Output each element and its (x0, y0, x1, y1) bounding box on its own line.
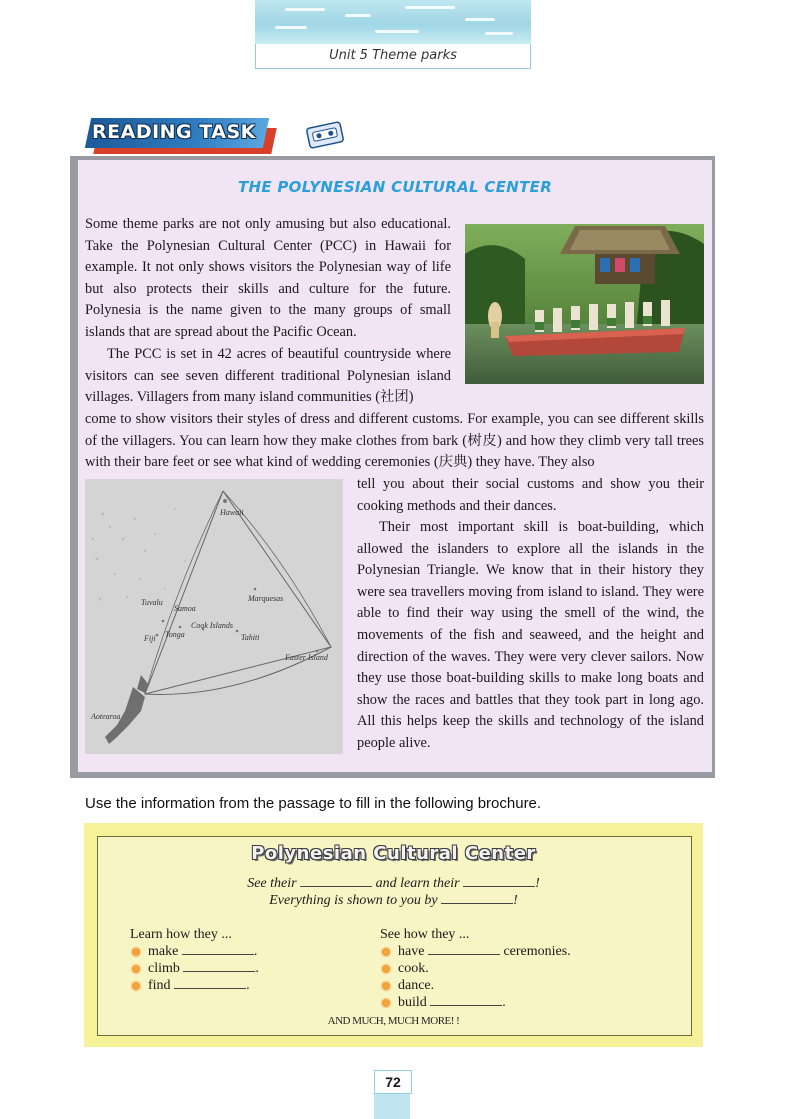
map-label-hawaii: Hawaii (220, 508, 244, 517)
brochure-line-1-a: See their (247, 876, 297, 891)
list-item: find . (130, 977, 350, 994)
map-label-easter-island: Easter Island (285, 653, 328, 662)
brochure-title: Polynesian Cultural Center (251, 843, 536, 864)
map-label-samoa: Samoa (174, 604, 196, 613)
paragraph-1: Some theme parks are not only amusing but also educational. Take the Polynesian Cultural Center (PCC) in Hawaii for example. It not only shows visitors the Polynesian way of life but also protects their skills and culture for the future. Polynesia is the name given to the many groups of small islands that are spread about the Pacific Ocean. (85, 216, 451, 340)
brochure-line-1-b: and learn their (375, 876, 460, 891)
paragraph-2-continued: come to show visitors their styles of dress and different customs. For example, you can see different skills of the villagers. You can learn how they make clothes from bark (树皮) and how they climb very tall trees with their bare feet or see what kind of wedding ceremonies (庆典) they have. They also (85, 411, 704, 471)
polynesian-triangle-map (85, 479, 343, 754)
right-heading: See how they ... (380, 927, 470, 942)
blank-1[interactable] (300, 875, 372, 887)
map-label-fiji: Fiji (144, 634, 156, 643)
list-item: have ceremonies. (380, 943, 670, 960)
blank-make[interactable] (182, 943, 254, 955)
paragraph-3: Their most important skill is boat-building, which allowed the islanders to explore all the islands in the Polynesian Triangle. We know that in their history they were sea travellers moving from island to island. They were able to find their way using the smell of the wind, the movements of the fish and seaweed, and the height and direction of the waves. They were very clever sailors. Now they use those boat-building skills to make long boats and show the races and battles that they took part in long ago. All this helps keep the skills and technology of the island people alive. (357, 519, 704, 751)
bullet-icon (132, 982, 140, 990)
list-item: make . (130, 943, 350, 960)
blank-climb[interactable] (183, 960, 255, 972)
list-item: build . (380, 994, 670, 1011)
map-label-tonga: Tonga (165, 630, 185, 639)
bullet-icon (132, 948, 140, 956)
bullet-icon (382, 999, 390, 1007)
bullet-icon (132, 965, 140, 973)
page-number-tab (374, 1090, 410, 1119)
instruction-text: Use the information from the passage to fill in the following brochure. (85, 795, 542, 812)
header-banner (255, 0, 531, 44)
unit-label: Unit 5 Theme parks (255, 44, 531, 69)
list-item: cook. (380, 960, 670, 977)
map-label-tuvalu: Tuvalu (141, 598, 163, 607)
bullet-icon (382, 948, 390, 956)
pcc-photo (465, 224, 704, 384)
brochure-right-column (380, 926, 670, 1011)
brochure-line-1-end: ! (535, 876, 540, 891)
map-label-cook-islands: Cook Islands (191, 621, 233, 630)
reading-title: THE POLYNESIAN CULTURAL CENTER (237, 178, 553, 196)
bullet-icon (382, 982, 390, 990)
paragraph-2: The PCC is set in 42 acres of beautiful countryside where visitors can see seven different traditional Polynesian island villages. Villagers from many island communities (社团) (85, 346, 451, 406)
bullet-icon (382, 965, 390, 973)
blank-build[interactable] (430, 994, 502, 1006)
cassette-tape-icon (305, 120, 345, 149)
blank-2[interactable] (463, 875, 535, 887)
list-item: dance. (380, 977, 670, 994)
brochure-line-1 (97, 875, 690, 892)
blank-find[interactable] (174, 977, 246, 989)
brochure-left-column (130, 926, 350, 994)
reading-task-label: READING TASK (92, 121, 256, 143)
map-label-aotearoa: Aotearoa (91, 712, 121, 721)
list-item: climb . (130, 960, 350, 977)
brochure-footer: AND MUCH, MUCH MORE! ! (327, 1015, 460, 1027)
brochure-line-2 (97, 892, 690, 909)
map-label-tahiti: Tahiti (241, 633, 260, 642)
page-number: 72 (374, 1070, 412, 1094)
map-label-marquesas: Marquesas (248, 594, 284, 603)
paragraph-2-end: tell you about their social customs and show you their cooking methods and their dances. (357, 476, 704, 514)
blank-3[interactable] (441, 892, 513, 904)
brochure-line-2-end: ! (513, 893, 518, 908)
brochure-line-2-a: Everything is shown to you by (269, 893, 438, 908)
blank-have[interactable] (428, 943, 500, 955)
left-heading: Learn how they ... (130, 927, 232, 942)
